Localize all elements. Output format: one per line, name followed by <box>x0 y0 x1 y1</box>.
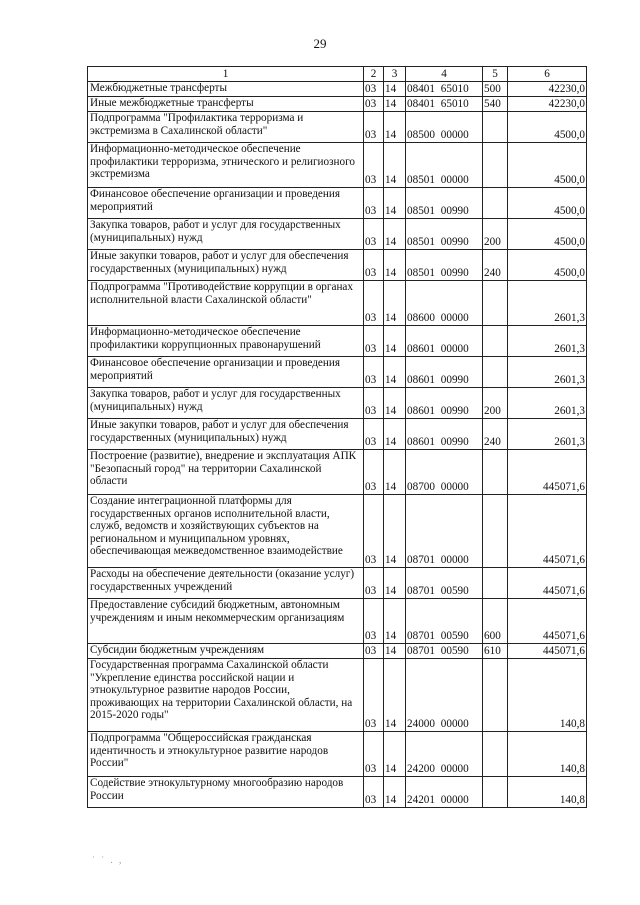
table-row <box>88 82 587 97</box>
row-amount: 140,8 <box>508 732 587 777</box>
row-name: Расходы на обеспечение деятельности (оказание услуг) государственных учреждений <box>88 568 364 599</box>
row-name: Содействие этнокультурному многообразию народов России <box>88 777 364 808</box>
row-amount: 2601,3 <box>508 419 587 450</box>
row-expense-type-code: 240 <box>483 250 508 281</box>
table-row <box>88 97 587 112</box>
row-name: Предоставление субсидий бюджетным, автономным учреждениям и иным некоммерческим организациям <box>88 599 364 644</box>
row-section-code: 03 <box>364 250 384 281</box>
row-subsection-code: 14 <box>384 777 406 808</box>
table-row <box>88 419 587 450</box>
row-amount: 445071,6 <box>508 568 587 599</box>
row-subsection-code: 14 <box>384 388 406 419</box>
row-expense-type-code <box>483 568 508 599</box>
row-expense-type-code: 240 <box>483 419 508 450</box>
row-amount: 2601,3 <box>508 281 587 326</box>
row-name: Закупка товаров, работ и услуг для государственных (муниципальных) нужд <box>88 219 364 250</box>
row-subsection-code: 14 <box>384 326 406 357</box>
row-amount: 4500,0 <box>508 143 587 188</box>
row-subsection-code: 14 <box>384 82 406 97</box>
table-row <box>88 659 587 732</box>
page-number: 29 <box>313 36 327 51</box>
row-target-article-code: 08501 00990 <box>406 250 483 281</box>
row-name: Иные закупки товаров, работ и услуг для обеспечения государственных (муниципальных) нужд <box>88 250 364 281</box>
row-expense-type-code <box>483 495 508 568</box>
row-target-article-code: 08701 00590 <box>406 568 483 599</box>
row-expense-type-code <box>483 777 508 808</box>
row-amount: 140,8 <box>508 659 587 732</box>
row-subsection-code: 14 <box>384 450 406 495</box>
row-expense-type-code <box>483 112 508 143</box>
row-subsection-code: 14 <box>384 419 406 450</box>
row-target-article-code: 08501 00990 <box>406 188 483 219</box>
table-row <box>88 219 587 250</box>
row-target-article-code: 08401 65010 <box>406 97 483 112</box>
row-section-code: 03 <box>364 281 384 326</box>
row-section-code: 03 <box>364 112 384 143</box>
row-target-article-code: 08600 00000 <box>406 281 483 326</box>
table-row <box>88 112 587 143</box>
row-name: Межбюджетные трансферты <box>88 82 364 97</box>
table-row <box>88 250 587 281</box>
row-target-article-code: 08700 00000 <box>406 450 483 495</box>
table-row <box>88 599 587 644</box>
row-amount: 445071,6 <box>508 450 587 495</box>
row-target-article-code: 08701 00590 <box>406 599 483 644</box>
header-col-3: 3 <box>384 67 406 82</box>
row-expense-type-code <box>483 659 508 732</box>
row-name: Подпрограмма "Противодействие коррупции в органах исполнительной власти Сахалинской области" <box>88 281 364 326</box>
row-amount: 42230,0 <box>508 82 587 97</box>
row-subsection-code: 14 <box>384 219 406 250</box>
table-row <box>88 450 587 495</box>
row-expense-type-code <box>483 326 508 357</box>
table-header-row <box>88 67 587 82</box>
margin-mark: ˙ ˙ . , <box>92 855 124 865</box>
row-expense-type-code <box>483 281 508 326</box>
row-subsection-code: 14 <box>384 281 406 326</box>
row-section-code: 03 <box>364 97 384 112</box>
table-row <box>88 644 587 659</box>
row-target-article-code: 08500 00000 <box>406 112 483 143</box>
row-name: Субсидии бюджетным учреждениям <box>88 644 364 659</box>
row-name: Государственная программа Сахалинской области "Укрепление единства российской нации и этнокультурное развитие народов России, проживающих на территории Сахалинской области, на 2015-2020 годы" <box>88 659 364 732</box>
row-name: Финансовое обеспечение организации и проведения мероприятий <box>88 188 364 219</box>
row-target-article-code: 24200 00000 <box>406 732 483 777</box>
row-name: Подпрограмма "Профилактика терроризма и экстремизма в Сахалинской области" <box>88 112 364 143</box>
row-name: Подпрограмма "Общероссийская гражданская идентичность и этнокультурное развитие народов России" <box>88 732 364 777</box>
row-section-code: 03 <box>364 143 384 188</box>
row-subsection-code: 14 <box>384 732 406 777</box>
row-expense-type-code <box>483 357 508 388</box>
row-section-code: 03 <box>364 659 384 732</box>
row-subsection-code: 14 <box>384 112 406 143</box>
header-col-6: 6 <box>508 67 587 82</box>
table-row <box>88 388 587 419</box>
table-row <box>88 188 587 219</box>
row-section-code: 03 <box>364 568 384 599</box>
row-target-article-code: 08701 00000 <box>406 495 483 568</box>
row-subsection-code: 14 <box>384 599 406 644</box>
row-subsection-code: 14 <box>384 644 406 659</box>
row-expense-type-code: 540 <box>483 97 508 112</box>
row-expense-type-code <box>483 732 508 777</box>
row-target-article-code: 08501 00990 <box>406 219 483 250</box>
row-name: Закупка товаров, работ и услуг для государственных (муниципальных) нужд <box>88 388 364 419</box>
row-amount: 2601,3 <box>508 388 587 419</box>
row-section-code: 03 <box>364 388 384 419</box>
row-amount: 2601,3 <box>508 357 587 388</box>
table-row <box>88 568 587 599</box>
table-row <box>88 495 587 568</box>
row-amount: 445071,6 <box>508 495 587 568</box>
row-target-article-code: 08601 00000 <box>406 326 483 357</box>
row-expense-type-code: 500 <box>483 82 508 97</box>
row-subsection-code: 14 <box>384 495 406 568</box>
row-target-article-code: 08401 65010 <box>406 82 483 97</box>
row-section-code: 03 <box>364 599 384 644</box>
row-amount: 445071,6 <box>508 599 587 644</box>
row-section-code: 03 <box>364 82 384 97</box>
row-name: Построение (развитие), внедрение и эксплуатация АПК "Безопасный город" на территории Сахалинской области <box>88 450 364 495</box>
row-section-code: 03 <box>364 419 384 450</box>
row-amount: 445071,6 <box>508 644 587 659</box>
row-amount: 140,8 <box>508 777 587 808</box>
row-subsection-code: 14 <box>384 659 406 732</box>
row-name: Иные закупки товаров, работ и услуг для обеспечения государственных (муниципальных) нужд <box>88 419 364 450</box>
header-col-4: 4 <box>406 67 483 82</box>
table-row <box>88 281 587 326</box>
row-name: Информационно-методическое обеспечение профилактики терроризма, этнического и религиозного экстремизма <box>88 143 364 188</box>
table-row <box>88 143 587 188</box>
row-section-code: 03 <box>364 644 384 659</box>
header-col-2: 2 <box>364 67 384 82</box>
row-amount: 4500,0 <box>508 250 587 281</box>
row-section-code: 03 <box>364 188 384 219</box>
row-subsection-code: 14 <box>384 188 406 219</box>
row-target-article-code: 24201 00000 <box>406 777 483 808</box>
row-section-code: 03 <box>364 777 384 808</box>
row-expense-type-code: 600 <box>483 599 508 644</box>
row-expense-type-code <box>483 450 508 495</box>
row-name: Иные межбюджетные трансферты <box>88 97 364 112</box>
header-col-1: 1 <box>88 67 364 82</box>
row-target-article-code: 08601 00990 <box>406 357 483 388</box>
row-section-code: 03 <box>364 357 384 388</box>
table-row <box>88 326 587 357</box>
row-subsection-code: 14 <box>384 250 406 281</box>
row-section-code: 03 <box>364 326 384 357</box>
table-row <box>88 732 587 777</box>
row-expense-type-code: 200 <box>483 388 508 419</box>
row-expense-type-code <box>483 143 508 188</box>
row-section-code: 03 <box>364 495 384 568</box>
budget-table <box>87 66 587 808</box>
row-subsection-code: 14 <box>384 357 406 388</box>
row-section-code: 03 <box>364 450 384 495</box>
row-section-code: 03 <box>364 732 384 777</box>
row-amount: 2601,3 <box>508 326 587 357</box>
row-expense-type-code <box>483 188 508 219</box>
row-target-article-code: 08601 00990 <box>406 388 483 419</box>
row-name: Информационно-методическое обеспечение профилактики коррупционных правонарушений <box>88 326 364 357</box>
row-amount: 4500,0 <box>508 188 587 219</box>
row-name: Создание интеграционной платформы для государственных органов исполнительной власти, служб, ведомств и хозяйствующих субъектов на региональном и муниципальном уровнях, обеспечивающая межведомственное взаимодействие <box>88 495 364 568</box>
table-row <box>88 777 587 808</box>
table-row <box>88 357 587 388</box>
row-subsection-code: 14 <box>384 97 406 112</box>
row-expense-type-code: 610 <box>483 644 508 659</box>
row-subsection-code: 14 <box>384 143 406 188</box>
row-subsection-code: 14 <box>384 568 406 599</box>
row-target-article-code: 08601 00990 <box>406 419 483 450</box>
row-expense-type-code: 200 <box>483 219 508 250</box>
header-col-5: 5 <box>483 67 508 82</box>
row-target-article-code: 24000 00000 <box>406 659 483 732</box>
row-amount: 4500,0 <box>508 112 587 143</box>
row-target-article-code: 08701 00590 <box>406 644 483 659</box>
row-amount: 42230,0 <box>508 97 587 112</box>
row-name: Финансовое обеспечение организации и проведения мероприятий <box>88 357 364 388</box>
row-target-article-code: 08501 00000 <box>406 143 483 188</box>
row-amount: 4500,0 <box>508 219 587 250</box>
row-section-code: 03 <box>364 219 384 250</box>
